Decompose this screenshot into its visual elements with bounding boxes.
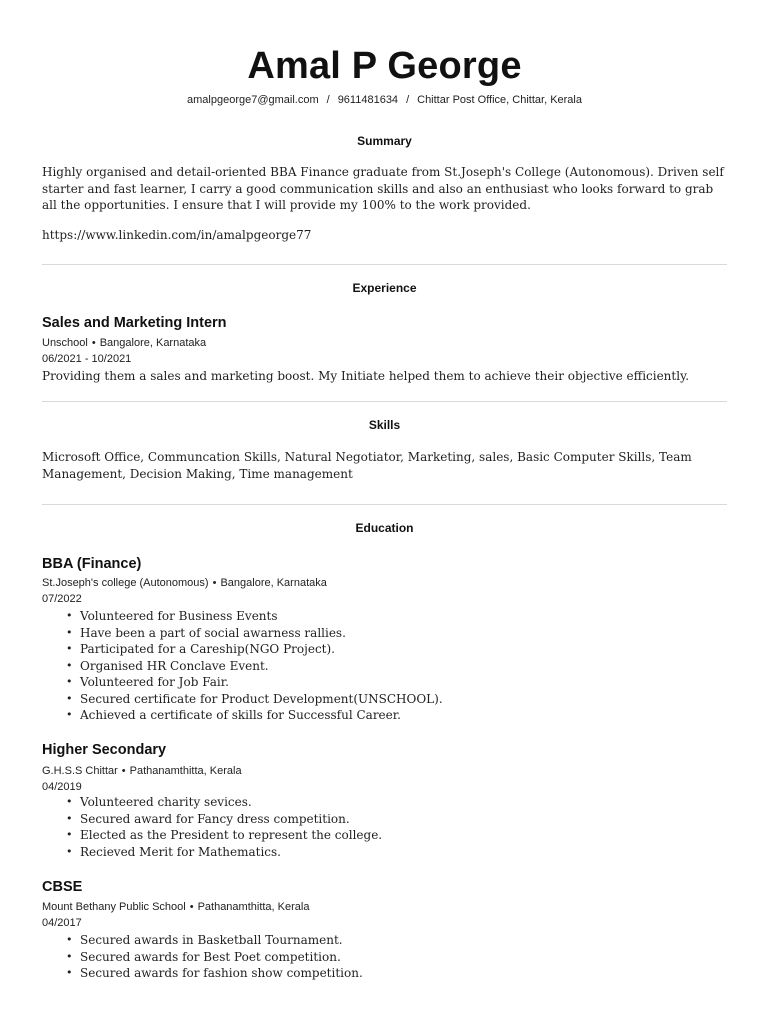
experience-location: Bangalore, Karnataka <box>99 337 207 349</box>
list-item: • Secured award for Fancy dress competition. <box>80 811 720 828</box>
skills-text: Microsoft Office, Communcation Skills, Natural Negotiator, Marketing, sales, Basic Computer Skills, Team Management, Decision Making, Time management <box>42 450 692 481</box>
address-text: Chittar Post Office, Chittar, Kerala <box>417 94 582 106</box>
section-divider <box>42 504 727 505</box>
list-item: • Achieved a certificate of skills for Successful Career. <box>80 707 720 724</box>
contact-separator: / <box>326 94 330 106</box>
education-date: 04/2019 <box>42 781 82 793</box>
education-school: Mount Bethany Public School <box>42 901 186 913</box>
education-school: G.H.S.S Chittar <box>42 765 118 777</box>
education-school: St.Joseph's college (Autonomous) <box>42 577 209 589</box>
list-item: • Volunteered for Business Events <box>80 608 720 625</box>
list-item: • Volunteered for Job Fair. <box>80 674 720 691</box>
section-divider <box>42 264 727 265</box>
education-heading: Education <box>355 521 414 535</box>
education-degree: Higher Secondary <box>42 742 167 758</box>
email-text: amalpgeorge7@gmail.com <box>187 94 319 106</box>
education-bullets <box>80 932 720 982</box>
meta-separator: • <box>189 901 194 913</box>
education-location: Pathanamthitta, Kerala <box>197 901 310 913</box>
meta-separator: • <box>212 577 217 589</box>
experience-meta <box>42 336 727 350</box>
education-meta <box>42 900 727 914</box>
education-bullets <box>80 608 720 724</box>
contact-separator: / <box>406 94 410 106</box>
phone-text: 9611481634 <box>337 94 399 106</box>
summary-text: Highly organised and detail-oriented BBA Finance graduate from St.Joseph's College (Autonomous). Driven self starter and fast learner, I carry a good communication skills and also an enthusiast who looks forward to grab all the opportunities. I ensure that I will provide my 100% to the work provided. <box>42 165 724 212</box>
list-item: • Have been a part of social awarness rallies. <box>80 625 720 642</box>
list-item: • Volunteered charity sevices. <box>80 794 720 811</box>
experience-heading: Experience <box>352 281 417 295</box>
list-item: • Secured awards for fashion show competition. <box>80 965 720 982</box>
education-date: 04/2017 <box>42 917 82 929</box>
experience-dates: 06/2021 - 10/2021 <box>42 353 132 365</box>
contact-line <box>42 93 727 107</box>
list-item: • Secured awards for Best Poet competition. <box>80 949 720 966</box>
experience-org: Unschool <box>42 337 88 349</box>
candidate-name: Amal P George <box>247 45 522 87</box>
experience-role: Sales and Marketing Intern <box>42 315 227 331</box>
section-divider <box>42 401 727 402</box>
education-bullets <box>80 794 720 860</box>
meta-separator: • <box>121 765 126 777</box>
education-degree: BBA (Finance) <box>42 556 142 572</box>
education-degree: CBSE <box>42 879 83 895</box>
list-item: • Recieved Merit for Mathematics. <box>80 844 720 861</box>
experience-description: Providing them a sales and marketing boost. My Initiate helped them to achieve their objective efficiently. <box>42 369 690 383</box>
meta-separator: • <box>91 337 96 349</box>
education-location: Bangalore, Karnataka <box>220 577 327 589</box>
education-meta <box>42 576 727 590</box>
skills-heading: Skills <box>368 418 401 432</box>
list-item: • Participated for a Careship(NGO Project). <box>80 641 720 658</box>
education-date: 07/2022 <box>42 593 82 605</box>
education-meta <box>42 764 727 778</box>
list-item: • Secured certificate for Product Development(UNSCHOOL). <box>80 691 720 708</box>
summary-heading: Summary <box>357 134 412 148</box>
list-item: • Elected as the President to represent the college. <box>80 827 720 844</box>
list-item: • Secured awards in Basketball Tournament. <box>80 932 720 949</box>
resume-page <box>42 0 727 1024</box>
education-location: Pathanamthitta, Kerala <box>129 765 242 777</box>
linkedin-link[interactable]: https://www.linkedin.com/in/amalpgeorge77 <box>42 228 312 242</box>
list-item: • Organised HR Conclave Event. <box>80 658 720 675</box>
